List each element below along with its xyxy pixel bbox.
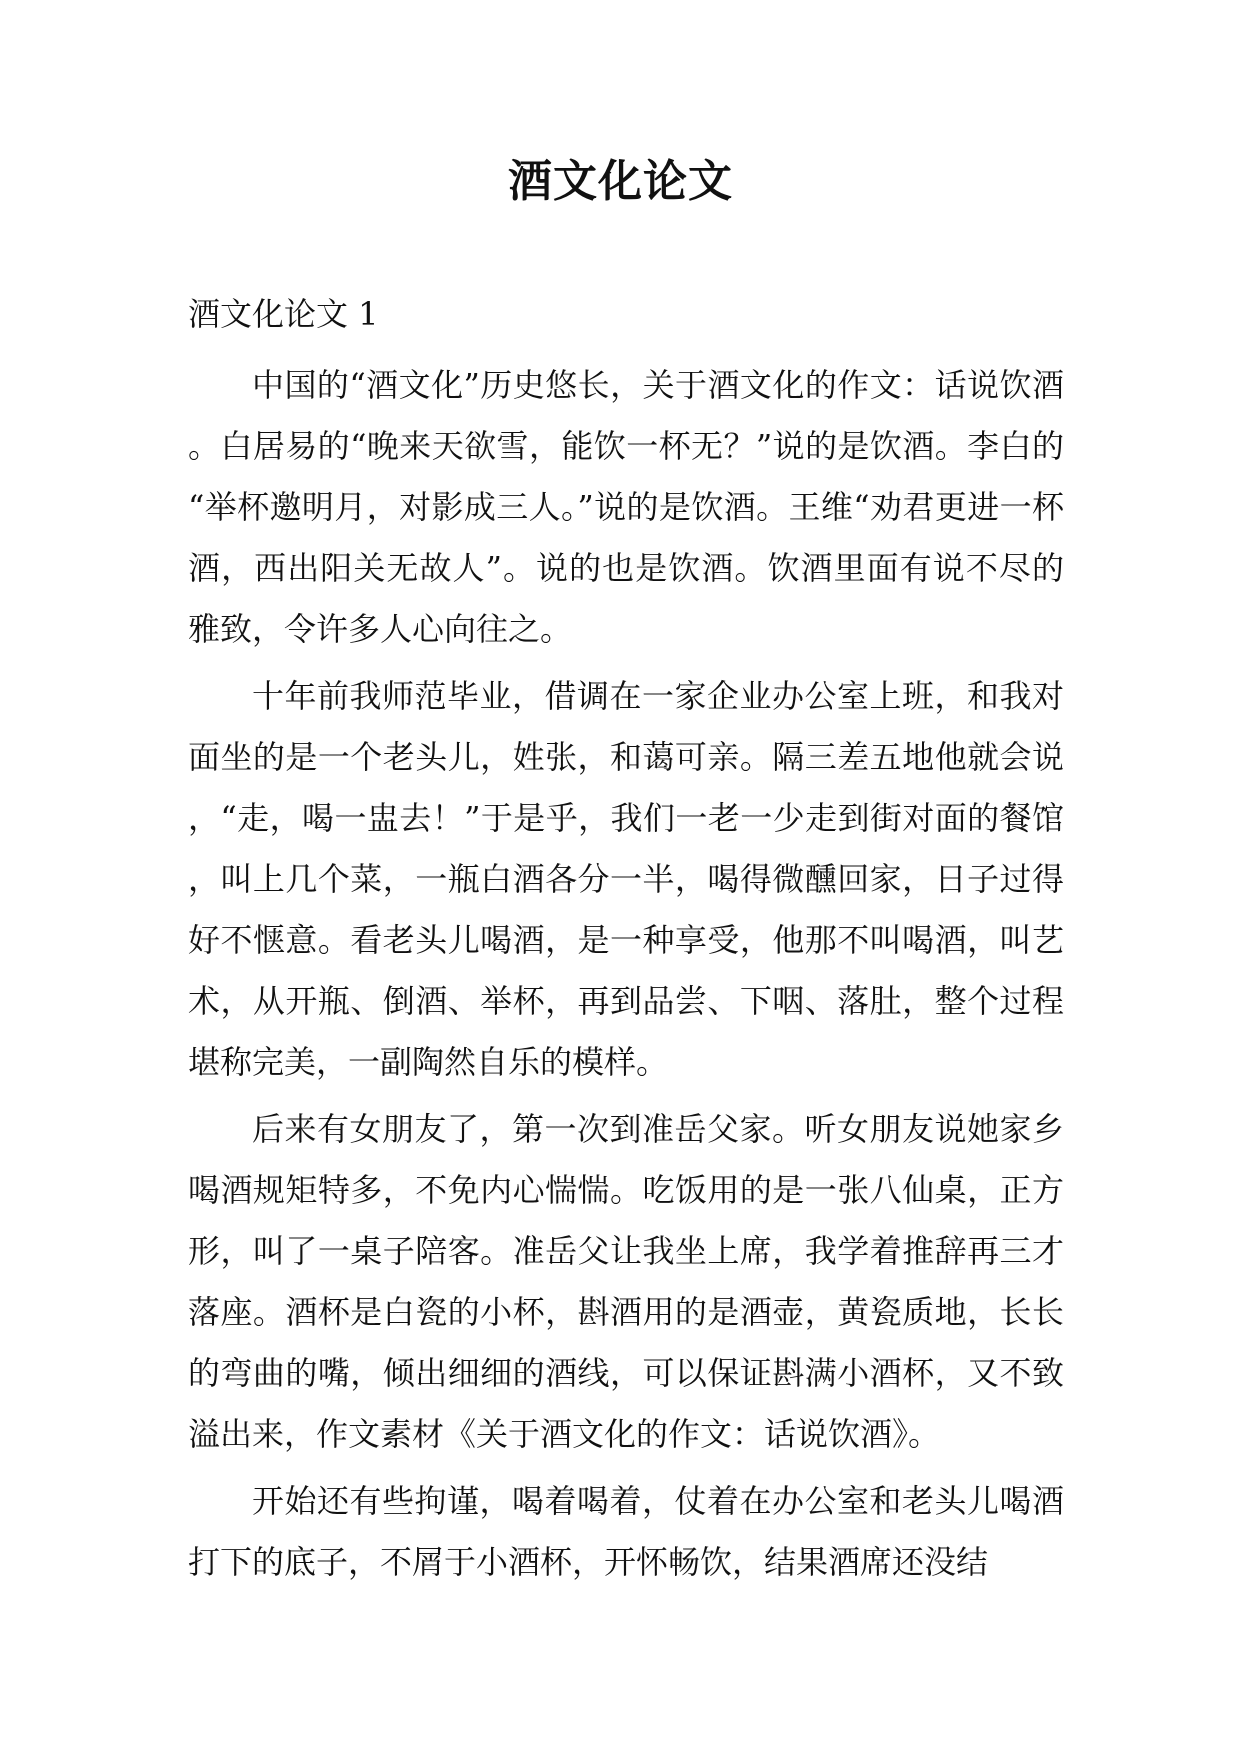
paragraph: 后来有女朋友了，第一次到准岳父家。听女朋友说她家乡喝酒规矩特多，不免内心惴惴。吃饭用的是一张八仙桌，正方形，叫了一桌子陪客。准岳父让我坐上席，我学着推辞再三才落座。酒杯是白瓷的小杯，斟酒用的是酒壶，黄瓷质地，长长的弯曲的嘴，倾出细细的酒线，可以保证斟满小酒杯，又不致溢出来，作文素材《关于酒文化的作文：话说饮酒》。 <box>188 1110 1064 1453</box>
section-heading: 酒文化论文 1 <box>188 295 379 333</box>
document-body <box>188 284 1064 1599</box>
paragraph: 十年前我师范毕业，借调在一家企业办公室上班，和我对面坐的是一个老头儿，姓张，和蔼可亲。隔三差五地他就会说，“走，喝一盅去！”于是乎，我们一老一少走到街对面的餐馆，叫上几个菜，一瓶白酒各分一半，喝得微醺回家，日子过得好不惬意。看老头儿喝酒，是一种享受，他那不叫喝酒，叫艺术，从开瓶、倒酒、举杯，再到品尝、下咽、落肚，整个过程堪称完美，一副陶然自乐的模样。 <box>188 677 1064 1081</box>
paragraph: 中国的“酒文化”历史悠长，关于酒文化的作文：话说饮酒。白居易的“晚来天欲雪，能饮一杯无？”说的是饮酒。李白的“举杯邀明月，对影成三人。”说的是饮酒。王维“劝君更进一杯酒，西出阳关无故人”。说的也是饮酒。饮酒里面有说不尽的雅致，令许多人心向往之。 <box>188 366 1064 648</box>
document-title: 酒文化论文 <box>508 156 733 207</box>
paragraph: 开始还有些拘谨，喝着喝着，仗着在办公室和老头儿喝酒打下的底子，不屑于小酒杯，开怀畅饮，结果酒席还没结 <box>188 1482 1064 1581</box>
